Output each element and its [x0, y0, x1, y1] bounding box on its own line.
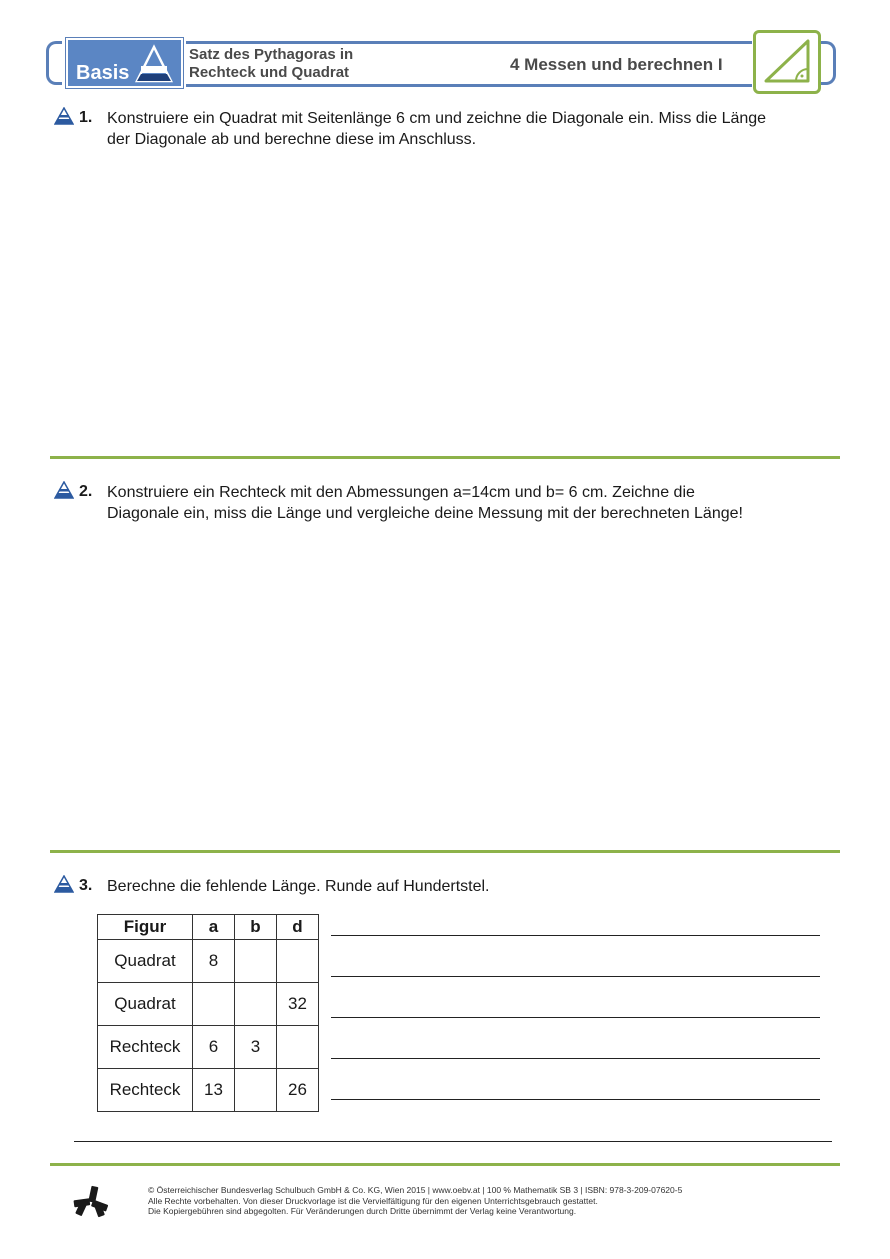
page-title-line-2: Rechteck und Quadrat: [189, 64, 350, 81]
footer-line-2: Alle Rechte vorbehalten. Von dieser Druckvorlage ist die Vervielfältigung für den eigenen Unterrichtsgebrauch gestattet.: [148, 1195, 598, 1206]
table-header-cell: d: [277, 915, 319, 940]
table-cell: Quadrat: [98, 940, 193, 983]
table-cell[interactable]: [277, 940, 319, 983]
answer-line[interactable]: [331, 935, 820, 936]
table-row: [98, 983, 319, 1026]
chapter-logo: [753, 30, 821, 94]
footer-separator: [50, 1163, 840, 1166]
table-cell[interactable]: 3: [235, 1026, 277, 1069]
level-triangle-icon: [134, 44, 174, 84]
header-bracket-left: [46, 41, 62, 85]
section-separator: [50, 456, 840, 459]
answer-line[interactable]: [331, 976, 820, 977]
table-header-cell: b: [235, 915, 277, 940]
header-bracket-right: [820, 41, 836, 85]
table-cell[interactable]: [277, 1026, 319, 1069]
chapter-title: 4 Messen und berechnen I: [510, 55, 723, 74]
table-cell: Rechteck: [98, 1069, 193, 1112]
table-row: [98, 940, 319, 983]
basis-level-icon: [54, 481, 74, 499]
publisher-logo-icon: [72, 1184, 110, 1222]
basis-level-icon: [54, 107, 74, 125]
table-cell[interactable]: [235, 940, 277, 983]
page-title-line-1: Satz des Pythagoras in: [189, 46, 354, 63]
table-cell[interactable]: 6: [193, 1026, 235, 1069]
answer-line[interactable]: [331, 1099, 820, 1100]
set-square-icon: [756, 33, 818, 91]
task-1-line-2: der Diagonale ab und berechne diese im Anschluss.: [107, 131, 477, 148]
table-cell[interactable]: 26: [277, 1069, 319, 1112]
task-3-text: [107, 876, 852, 897]
task-1-text: [107, 108, 852, 150]
values-table: [97, 914, 319, 1112]
footer-line-3: Die Kopiergebühren sind abgegolten. Für Veränderungen durch Dritte übernimmt der Verlag keine Verantwortung.: [148, 1206, 577, 1216]
header-bottom-rule: [186, 84, 752, 87]
table-row: [98, 1069, 319, 1112]
task-2-line-1: Konstruiere ein Rechteck mit den Abmessungen a=14cm und b= 6 cm. Zeichne die: [107, 484, 695, 501]
level-label: Basis: [76, 62, 130, 84]
task-number: 1.: [79, 109, 93, 126]
page-title: [189, 46, 353, 82]
answer-line[interactable]: [74, 1141, 832, 1142]
table-cell[interactable]: [235, 1069, 277, 1112]
section-separator: [50, 850, 840, 853]
table-cell[interactable]: [235, 983, 277, 1026]
answer-line[interactable]: [331, 1017, 820, 1018]
footer-copyright: [148, 1185, 682, 1217]
table-cell: Rechteck: [98, 1026, 193, 1069]
task-number: 3.: [79, 877, 93, 894]
table-cell[interactable]: [193, 983, 235, 1026]
task-1-line-1: Konstruiere ein Quadrat mit Seitenlänge 6 cm und zeichne die Diagonale ein. Miss die Länge: [107, 110, 767, 127]
table-cell[interactable]: 13: [193, 1069, 235, 1112]
footer-line-1: © Österreichischer Bundesverlag Schulbuch GmbH & Co. KG, Wien 2015 | www.oebv.at | 100 % Mathematik SB 3 | ISBN: 978-3-209-07620-5: [148, 1185, 683, 1195]
header-top-rule: [186, 41, 752, 44]
table-header-row: [98, 915, 319, 940]
table-cell[interactable]: 8: [193, 940, 235, 983]
table-cell: Quadrat: [98, 983, 193, 1026]
task-number: 2.: [79, 483, 93, 500]
answer-line[interactable]: [331, 1058, 820, 1059]
task-2-text: [107, 482, 852, 524]
table-header-cell: a: [193, 915, 235, 940]
task-3-line-1: Berechne die fehlende Länge. Runde auf Hundertstel.: [107, 878, 490, 895]
table-row: [98, 1026, 319, 1069]
table-cell[interactable]: 32: [277, 983, 319, 1026]
task-2-line-2: Diagonale ein, miss die Länge und vergleiche deine Messung mit der berechneten Länge!: [107, 505, 743, 522]
table-header-cell: Figur: [98, 915, 193, 940]
basis-level-icon: [54, 875, 74, 893]
